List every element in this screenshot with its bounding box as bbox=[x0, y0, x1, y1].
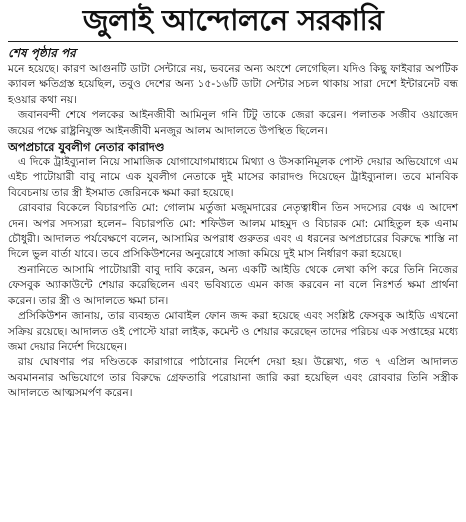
headline: জুলাই আন্দোলনে সরকারি bbox=[82, 3, 384, 37]
subheading: অপপ্রচারে যুবলীগ নেতার কারাদণ্ড bbox=[8, 140, 165, 155]
paragraph: এ দিকে ট্রাইব্যুনাল নিয়ে সামাজিক যোগাযোগমাধ্যমে মিথ্যা ও উসকানিমূলক পোস্ট দেয়ার অভিযোগে এম এইচ পাটোয়ারী বাবু নামে এক যুবলীগ নেতাকে দুই মাসের কারাদণ্ড দিয়েছেন ট্রাইব্যুনাল। তবে মানবিক বিবেচনায় তার স্ত্রী ইসমাত জেরিনকে ক্ষমা করা হয়েছে। bbox=[8, 156, 458, 199]
paragraph: রায় ঘোষণার পর দণ্ডিতকে কারাগারে পাঠানোর নির্দেশ দেয়া হয়। উল্লেখ্য, গত ৭ এপ্রিল আদালত অবমাননার অভিযোগে তার বিরুদ্ধে গ্রেফতারি পরোয়ানা জারি করা হয়েছিল এবং রোববার তিনি সস্ত্রীক আদালতে আত্মসমর্পণ করেন। bbox=[8, 356, 458, 400]
paragraph: জবানবন্দী শেষে পলকের আইনজীবী আমিনুল গনি টিটু তাকে জেরা করেন। পলাতক সজীব ওয়াজেদ জয়ের পক্ষে রাষ্ট্রনিযুক্ত আইনজীবী মনজুর আলম আদালতে উপস্থিত ছিলেন। bbox=[8, 109, 458, 137]
paragraph: শুনানিতে আসামি পাটোয়ারী বাবু দাবি করেন, অন্য একটি আইডি থেকে লেখা কপি করে তিনি নিজের ফেসবুক অ্যাকাউন্টে শেয়ার করেছিলেন এবং ভবিষ্যতে এমন কাজ করবেন না বলে নিঃশর্ত ক্ষমা প্রার্থনা করেন। তার স্ত্রী ও আদালতে ক্ষমা চান। bbox=[8, 263, 458, 307]
continued-from-label: শেষ পৃষ্ঠার পর bbox=[8, 46, 76, 60]
article-body bbox=[8, 62, 458, 402]
paragraph: মনে হয়েছে। কারণ আগুনটি ডাটা সেন্টারে নয়, ভবনের অন্য অংশে লেগেছিল। যদিও কিছু ফাইবার অপটিক ক্যাবল ক্ষতিগ্রস্ত হয়েছিল, তবুও দেশের অন্য ১৫-১৬টি ডাটা সেন্টার সচল থাকায় সারা দেশে ইন্টারনেট বন্ধ হওয়ার কথা নয়। bbox=[8, 63, 458, 106]
paragraph: প্রসিকিউশন জানায়, তার ব্যবহৃত মোবাইল ফোন জব্দ করা হয়েছে এবং সংশ্লিষ্ট ফেসবুক আইডি এখনো সক্রিয় রয়েছে। আদালত ওই পোস্টে যারা লাইক, কমেন্ট ও শেয়ার করেছেন তাদের পরিচয় এক সপ্তাহের মধ্যে জমা দেয়ার নির্দেশ দিয়েছেন। bbox=[8, 310, 458, 353]
headline-divider bbox=[8, 41, 458, 42]
paragraph: রোববার বিকেলে বিচারপতি মো: গোলাম মর্তুজা মজুমদারের নেতৃত্বাধীন তিন সদস্যের বেঞ্চ এ আদেশ দেন। অপর সদস্যরা হলেন– বিচারপতি মো: শফিউল আলম মাহমুদ ও বিচারক মো: মোহিতুল হক এনাম চৌধুরী। আদালত পর্যবেক্ষণে বলেন, আসামির অপরাধ গুরুতর এবং এ ধরনের অপপ্রচারের বিরুদ্ধে শাস্তি না দিলে ভুল বার্তা যাবে। তবে প্রসিকিউশনের অনুরোধে সাজা কমিয়ে দুই মাস নির্ধারণ করা হয়েছে। bbox=[8, 202, 458, 261]
